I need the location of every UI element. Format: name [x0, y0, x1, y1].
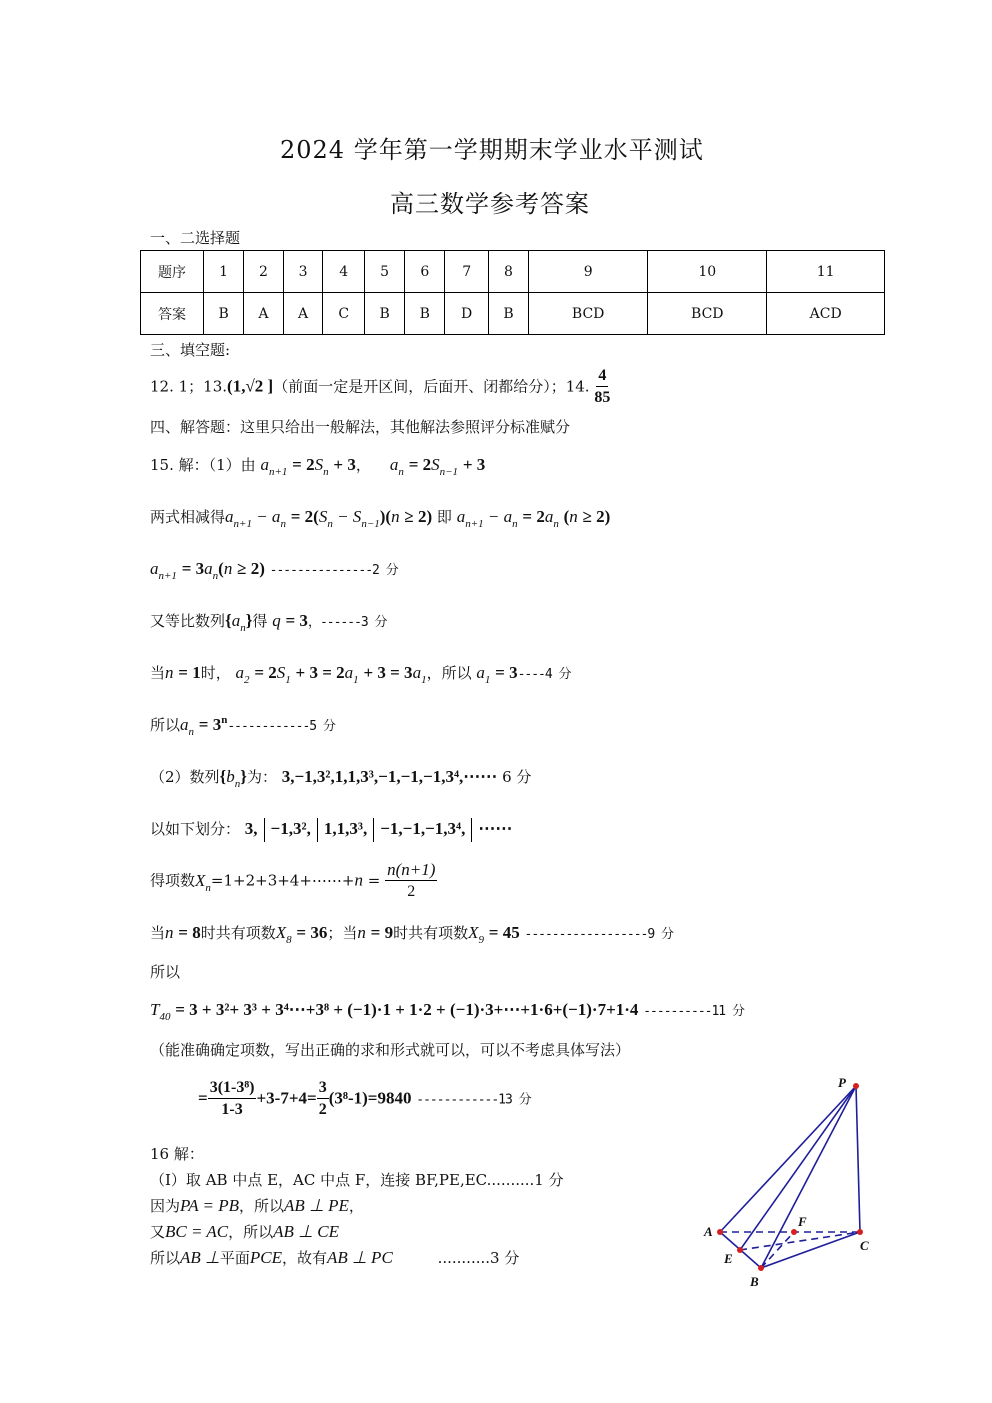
table-cell: 9	[529, 251, 648, 293]
answer-table	[140, 250, 885, 335]
table-cell: C	[323, 293, 365, 335]
q15-line-11: 所以	[150, 963, 181, 981]
edge-PC	[856, 1086, 860, 1232]
edge-PA	[720, 1086, 856, 1232]
section-choice-heading: 一、二选择题	[150, 229, 241, 247]
q15-line-12: $T_{40} = 3 + 3^2+ 3^3$ + 3⁴⋯+3⁸ + (−1)·1 + 1·2 + (−1)·3+⋯+1·6+(−1)·7+1·4 ----------11 分	[150, 1000, 744, 1023]
q15-line-13: （能准确确定项数，写出正确的求和形式就可以，可以不考虑具体写法）	[150, 1041, 631, 1059]
table-cell: B	[204, 293, 244, 335]
q15-line-9: 得项数$X_n=1+2+3+4+\cdots\cdots+n$ = $\frac{n(n+1)}{2}$	[150, 860, 436, 900]
fill-note: （前面一定是开区间，后面开、闭都给分）；14.	[273, 377, 590, 396]
table-cell: 11	[767, 251, 885, 293]
row-label: 答案	[141, 293, 204, 335]
table-cell: BCD	[648, 293, 767, 335]
table-cell: A	[283, 293, 323, 335]
point-A	[717, 1229, 723, 1235]
table-cell: B	[488, 293, 528, 335]
table-cell: 1	[204, 251, 244, 293]
point-P	[853, 1083, 859, 1089]
section-fill-heading: 三、填空题:	[150, 341, 231, 359]
label-A: A	[704, 1224, 713, 1239]
section-solution-heading: 四、解答题：这里只给出一般解法，其他解法参照评分标准赋分	[150, 418, 571, 436]
q16-line-4: 所以AB ⊥平面PCE，故有AB ⊥ PC ...........3 分	[150, 1248, 520, 1267]
label-F: F	[798, 1214, 807, 1229]
q16-line-2: 因为PA = PB，所以AB ⊥ PE，	[150, 1196, 364, 1215]
point-B	[758, 1265, 764, 1271]
q15-line-3: $a_{n+1} = 3a_n(n \ge 2)$ ---------------2 分	[150, 559, 398, 582]
label-E: E	[724, 1251, 733, 1266]
q15-line-14: = $\frac{\text{3(1-3⁸)}}{1-3}$ +3-7+4= $\frac{3}{2}$ (3⁸-1)=9840 ------------13 分	[198, 1079, 531, 1118]
page-title: 2024 学年第一学期期末学业水平测试	[280, 136, 704, 164]
fill-interval: (1,√2 ]	[227, 376, 274, 396]
table-cell: 8	[488, 251, 528, 293]
q16-heading: 16 解：	[150, 1145, 204, 1163]
table-row	[141, 293, 885, 335]
table-row	[141, 251, 885, 293]
edge-PB	[761, 1086, 856, 1268]
fill-answers	[150, 366, 610, 409]
table-cell: B	[365, 293, 405, 335]
fill-prefix: 12. 1；13.	[150, 377, 228, 396]
table-cell: ACD	[767, 293, 885, 335]
table-cell: A	[244, 293, 284, 335]
q15-line-8: 以如下划分： 3, −1,3², 1,1,3³, −1,−1,−1,3⁴, ⋯⋯	[150, 818, 512, 842]
point-C	[857, 1229, 863, 1235]
label-P: P	[838, 1075, 846, 1090]
edge-EC	[740, 1232, 860, 1250]
q15-line-7: （2）数列$\{b_n\}$为： 3,−1,3²,1,1,3³,−1,−1,−1,3⁴,⋯⋯ 6 分	[150, 767, 532, 790]
table-cell: B	[405, 293, 445, 335]
point-F	[791, 1229, 797, 1235]
fill-fraction: $\frac{4}{85}$	[594, 367, 611, 406]
label-B: B	[750, 1274, 759, 1289]
q15-line-10: 当n = 8时共有项数$X_8 = 36$；当n = 9时共有项数$X_9 = 45$ ------------------9 分	[150, 923, 674, 946]
table-cell: BCD	[529, 293, 648, 335]
q16-line-1: （Ⅰ）取 AB 中点 E，AC 中点 F，连接 BF,PE,EC..........1 分	[150, 1171, 564, 1189]
q15-line-1: 15. 解：（1）由 $a_{n+1} = 2S_n + 3$， $a_n = 2S_{n-1} + 3$	[150, 455, 486, 478]
q15-line-2: 两式相减得$a_{n+1} - a_n = 2(S_n - S_{n-1})(n \ge 2)$ 即 $a_{n+1} - a_n = 2a_n$ (n ≥ 2)	[150, 507, 611, 530]
q16-line-3: 又BC = AC，所以AB ⊥ CE	[150, 1222, 339, 1241]
pyramid-figure	[700, 1073, 880, 1293]
page-subtitle: 高三数学参考答案	[390, 190, 590, 218]
point-E	[737, 1247, 743, 1253]
edge-BC	[761, 1232, 860, 1268]
table-cell: 4	[323, 251, 365, 293]
q15-line-5: 当n = 1时， $a_2 = 2S_1 + 3 = 2a_1 + 3 = 3a_1$，所以 $a_1 = 3----4$ 分	[150, 663, 571, 686]
table-cell: D	[445, 293, 489, 335]
label-C: C	[860, 1238, 869, 1253]
table-cell: 7	[445, 251, 489, 293]
q15-line-6: 所以$a_n = 3^n------------5$ 分	[150, 714, 335, 738]
table-cell: 5	[365, 251, 405, 293]
q15-line-4: 又等比数列$\{a_n\}$得 q = 3，------3 分	[150, 611, 387, 634]
table-cell: 2	[244, 251, 284, 293]
table-cell: 3	[283, 251, 323, 293]
table-cell: 10	[648, 251, 767, 293]
row-label: 题序	[141, 251, 204, 293]
table-cell: 6	[405, 251, 445, 293]
